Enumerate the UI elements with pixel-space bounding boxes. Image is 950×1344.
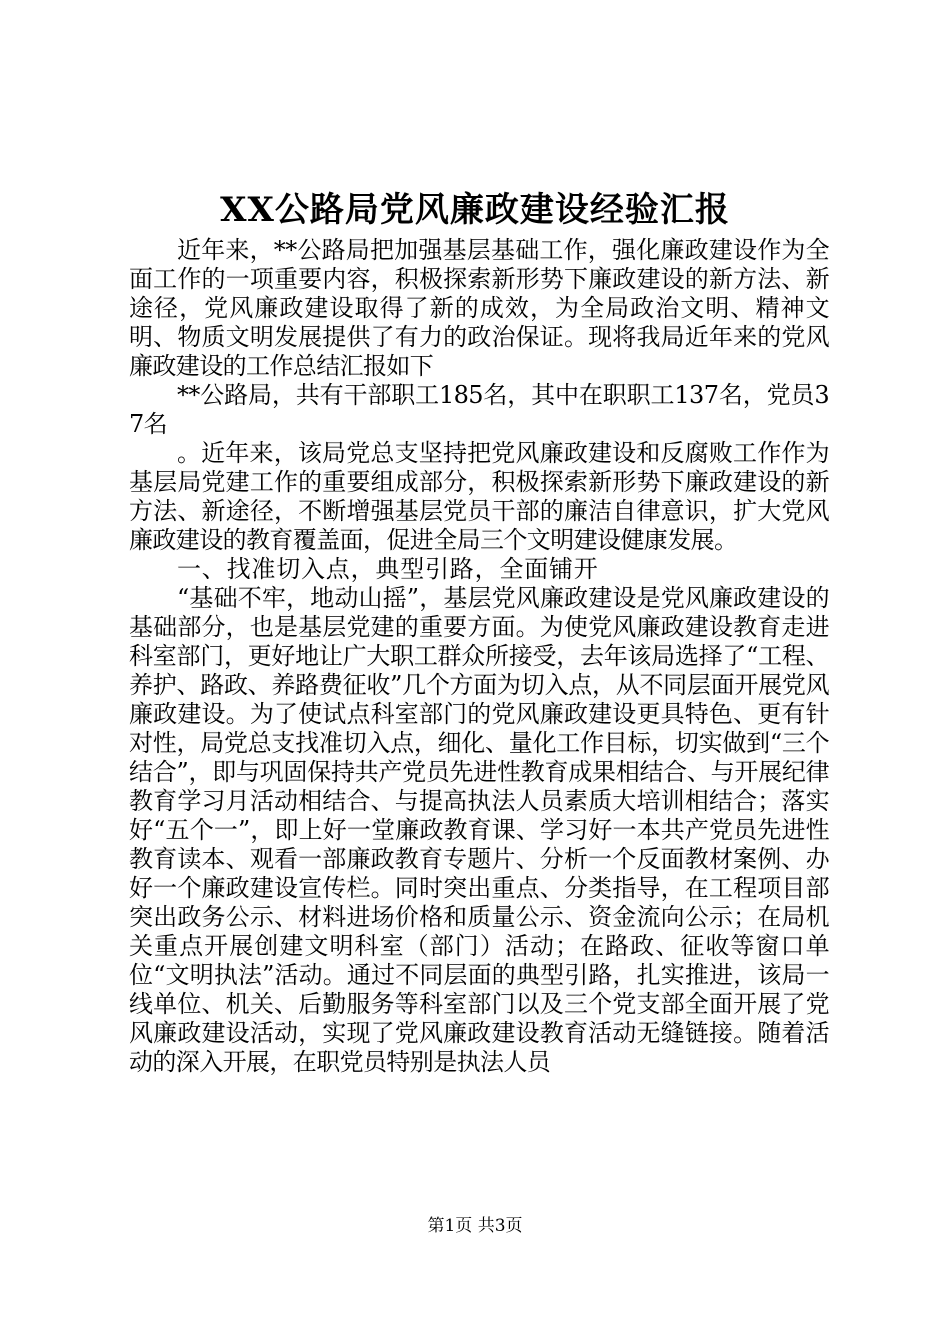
section-heading-1: 一、找准切入点，典型引路，全面铺开 bbox=[177, 555, 599, 583]
paragraph-intro: 近年来，**公路局把加强基层基础工作，强化廉政建设作为全面工作的一项重要内容，积极探索新形势下廉政建设的新方法、新途径，党风廉政建设取得了新的成效，为全局政治文明、精神文明、物质文明发展提供了有力的政治保证。现将我局近年来的党风廉政建设的工作总结汇报如下 bbox=[129, 236, 829, 380]
paragraph-overview: 。近年来，该局党总支坚持把党风廉政建设和反腐败工作作为基层局党建工作的重要组成部分，积极探索新形势下廉政建设的新方法、新途径，不断增强基层党员干部的廉洁自律意识，扩大党风廉政建设的教育覆盖面，促进全局三个文明建设健康发展。 bbox=[129, 439, 829, 554]
document-body bbox=[129, 236, 829, 1077]
paragraph-section-1: “基础不牢，地动山摇”，基层党风廉政建设是党风廉政建设的基础部分，也是基层党建的重要方面。为使党风廉政建设教育走进科室部门，更好地让广大职工群众所接受，去年该局选择了“工程、养护、路政、养路费征收”几个方面为切入点，从不同层面开展党风廉政建设。为了使试点科室部门的党风廉政建设更具特色、更有针对性，局党总支找准切入点，细化、量化工作目标，切实做到“三个结合”，即与巩固保持共产党员先进性教育成果相结合、与开展纪律教育学习月活动相结合、与提高执法人员素质大培训相结合；落实好“五个一”，即上好一堂廉政教育课、学习好一本共产党员先进性教育读本、观看一部廉政教育专题片、分析一个反面教材案例、办好一个廉政建设宣传栏。同时突出重点、分类指导，在工程项目部突出政务公示、材料进场价格和质量公示、资金流向公示；在局机关重点开展创建文明科室（部门）活动；在路政、征收等窗口单位“文明执法”活动。通过不同层面的典型引路，扎实推进，该局一线单位、机关、后勤服务等科室部门以及三个党支部全面开展了党风廉政建设活动，实现了党风廉政建设教育活动无缝链接。随着活动的深入开展，在职党员特别是执法人员 bbox=[129, 584, 829, 1076]
document-title: XX公路局党风廉政建设经验汇报 bbox=[220, 190, 730, 230]
page-number-footer: 第1页 共3页 bbox=[427, 1216, 523, 1236]
paragraph-staff-count: **公路局，共有干部职工185名，其中在职职工137名，党员37名 bbox=[129, 381, 829, 438]
